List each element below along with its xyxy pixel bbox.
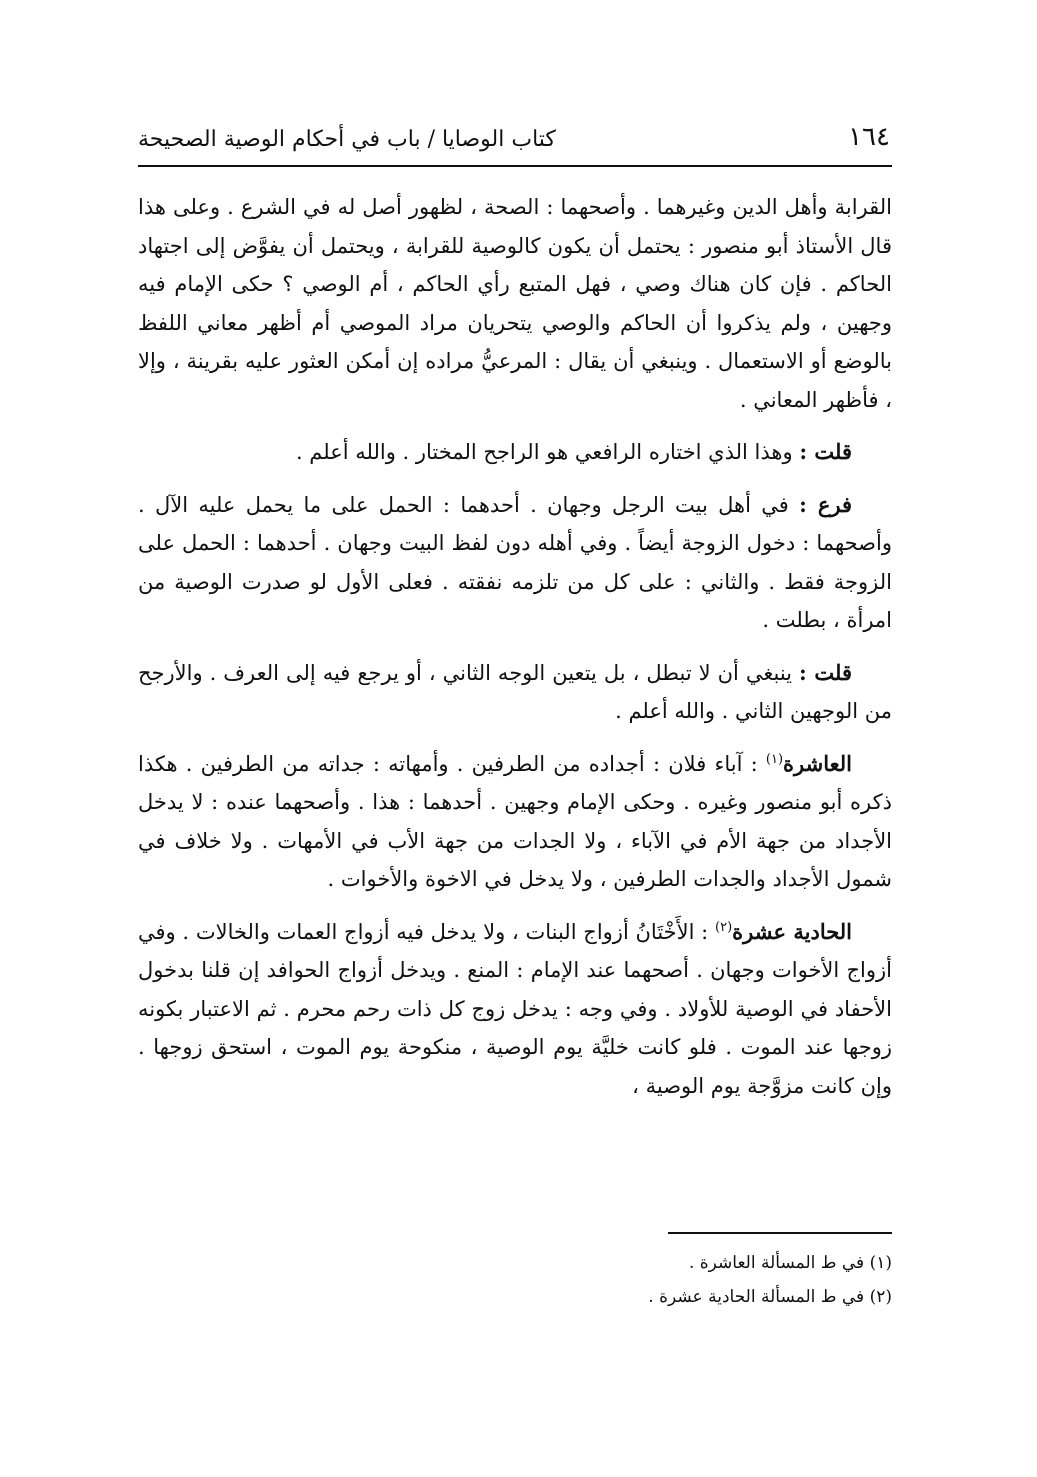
- paragraph-text: : آباء فلان : أجداده من الطرفين . وأمهاته : جداته من الطرفين . هكذا ذكره أبو منصور وغيره . وحكى الإمام وجهين . أحدهما : هذا . وأصحهما عنده : لا يدخل الأجداد من جهة الأم في الآباء ، ولا الجدات من جهة الأب في الأمهات . ولا خلاف في شمول الأجداد والجدات الطرفين ، ولا يدخل في الاخوة والأخوات .: [138, 751, 892, 891]
- paragraph: [138, 654, 892, 731]
- paragraph-lead: العاشرة: [783, 750, 852, 776]
- paragraph-text: القرابة وأهل الدين وغيرهما . وأصحهما : الصحة ، لظهور أصل له في الشرع . وعلى هذا قال الأستاذ أبو منصور : يحتمل أن يكون كالوصية للقرابة ، ويحتمل أن يفوَّض إلى اجتهاد الحاكم . فإن كان هناك وصي ، فهل المتبع رأي الحاكم ، أم الوصي ؟ حكى الإمام فيه وجهين ، ولم يذكروا أن الحاكم والوصي يتحريان مراد الموصي أم أظهر معاني اللفظ بالوضع أو الاستعمال . وينبغي أن يقال : المرعيُّ مراده إن أمكن العثور عليه بقرينة ، وإلا ، فأظهر المعاني .: [138, 195, 892, 412]
- page-number: ١٦٤: [848, 122, 890, 152]
- paragraph-text: ينبغي أن لا تبطل ، بل يتعين الوجه الثاني ، أو يرجع فيه إلى العرف . والأرجح من الوجهين الثاني . والله أعلم .: [138, 660, 892, 723]
- paragraph-lead: فرع :: [799, 491, 852, 517]
- paragraph-text: وهذا الذي اختاره الرافعي هو الراجح المختار . والله أعلم .: [295, 440, 800, 464]
- paragraph-text: في أهل بيت الرجل وجهان . أحدهما : الحمل على ما يحمل عليه الآل . وأصحهما : دخول الزوجة أيضاً . وفي أهله دون لفظ البيت وجهان . أحدهما : الحمل على الزوجة فقط . والثاني : على كل من تلزمه نفقته . فعلى الأول لو صدرت الوصية من امرأة ، بطلت .: [138, 492, 892, 632]
- footnote-rule: [668, 1232, 892, 1234]
- paragraph: [138, 486, 892, 640]
- main-text: [138, 188, 892, 1105]
- paragraph-text: : الأَخْتَانُ أزواج البنات ، ولا يدخل فيه أزواج العمات والخالات . وفي أزواج الأخوات وجهان . أصحهما عند الإمام : المنع . ويدخل أزواج الحوافد إن قلنا بدخول الأحفاد في الوصية للأولاد . وفي وجه : يدخل زوج كل ذات رحم محرم . ثم الاعتبار بكونه زوجها عند الموت . فلو كانت خليَّة يوم الوصية ، منكوحة يوم الموت ، استحق زوجها . وإن كانت مزوَّجة يوم الوصية ،: [138, 919, 892, 1098]
- footnote: (٢) في ط المسألة الحادية عشرة .: [648, 1287, 892, 1307]
- footnote: (١) في ط المسألة العاشرة .: [688, 1253, 892, 1273]
- paragraph: [138, 745, 892, 899]
- running-header: [138, 120, 890, 160]
- footnote-reference[interactable]: (٢): [715, 919, 733, 935]
- running-title: كتاب الوصايا / باب في أحكام الوصية الصحيحة: [138, 127, 556, 152]
- footnotes: [560, 1246, 892, 1314]
- header-rule: [138, 165, 892, 167]
- paragraph: [138, 433, 892, 472]
- paragraph-lead: قلت :: [799, 439, 852, 464]
- paragraph: [138, 188, 892, 419]
- footnote-reference[interactable]: (١): [765, 751, 784, 767]
- paragraph-lead: قلت :: [799, 659, 852, 685]
- paragraph-lead: الحادية عشرة: [732, 918, 853, 944]
- paragraph: [138, 913, 892, 1106]
